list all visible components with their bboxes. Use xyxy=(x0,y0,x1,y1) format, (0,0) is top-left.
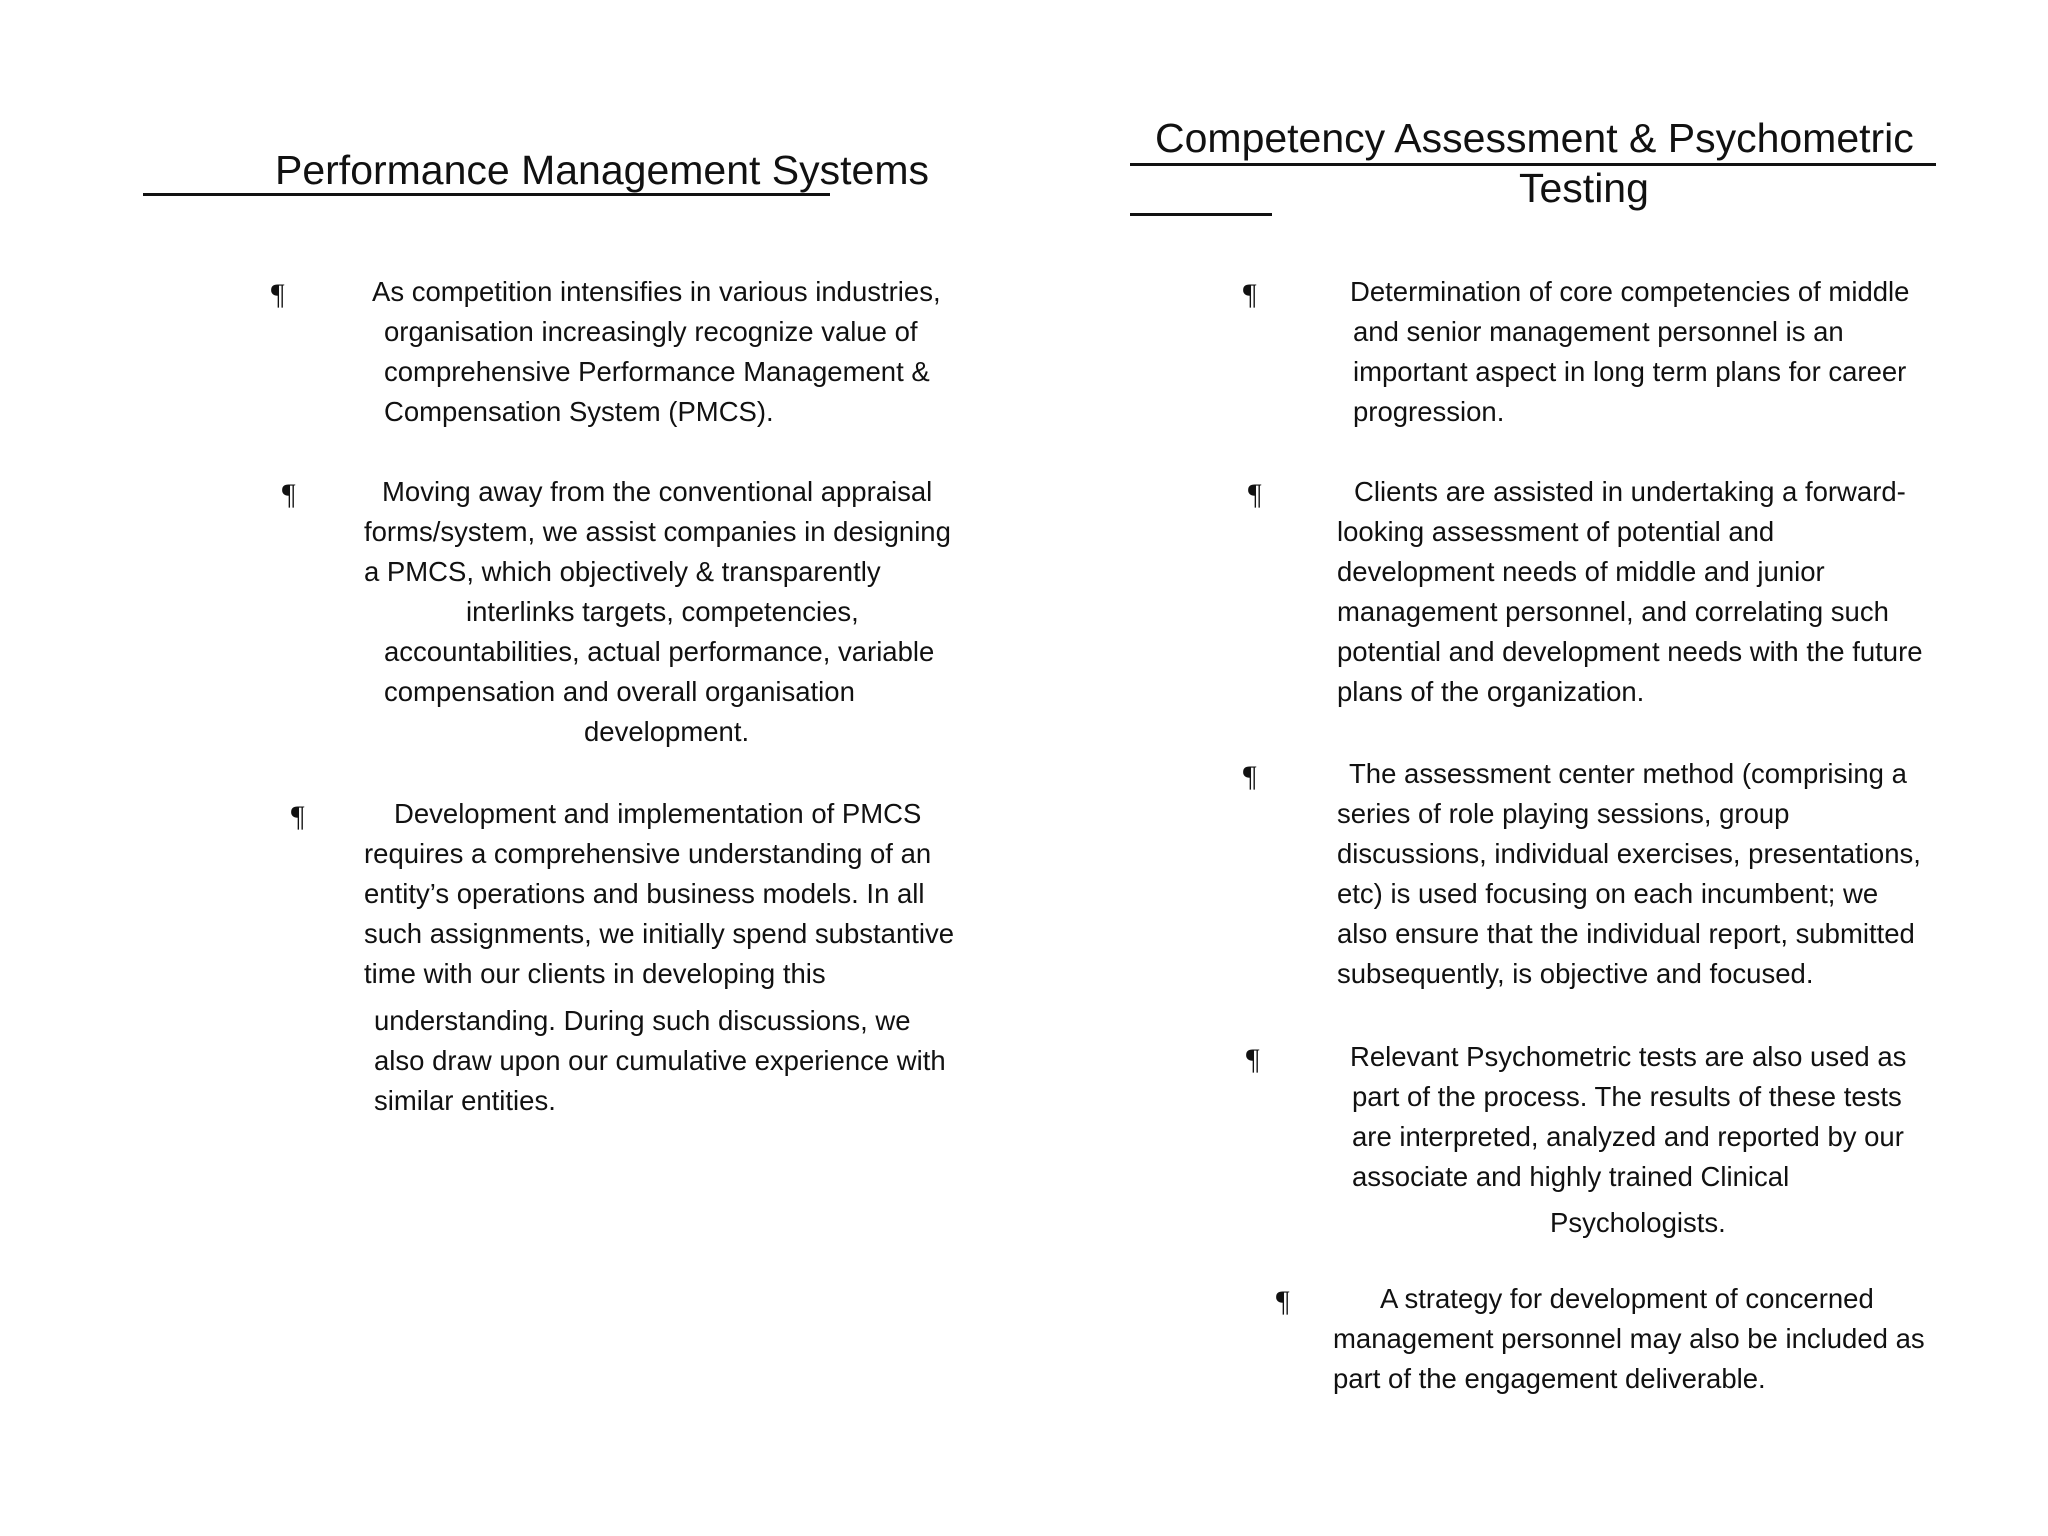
text-line: looking assessment of potential and xyxy=(1337,516,1775,547)
text-line: organisation increasingly recognize value of xyxy=(384,316,918,347)
left-title-underline xyxy=(143,193,830,196)
text-line: accountabilities, actual performance, variable xyxy=(384,636,935,667)
text-line: and senior management personnel is an xyxy=(1353,316,1844,347)
pilcrow-icon: ¶ xyxy=(271,278,285,311)
text-line: Relevant Psychometric tests are also used as xyxy=(1350,1041,1907,1072)
text-line: management personnel, and correlating such xyxy=(1337,596,1889,627)
text-line: time with our clients in developing this xyxy=(364,958,826,989)
text-line: The assessment center method (comprising a xyxy=(1349,758,1907,789)
text-line: A strategy for development of concerned xyxy=(1380,1283,1874,1314)
text-line: interlinks targets, competencies, xyxy=(466,596,859,627)
right-paragraph-1 xyxy=(1350,272,1909,432)
text-line: Determination of core competencies of middle xyxy=(1350,276,1910,307)
right-paragraph-4 xyxy=(1350,1037,1906,1237)
text-line: plans of the organization. xyxy=(1337,676,1645,707)
pilcrow-icon: ¶ xyxy=(291,800,305,833)
left-section-title: Performance Management Systems xyxy=(275,147,929,193)
pilcrow-icon: ¶ xyxy=(1248,478,1262,511)
right-paragraph-2 xyxy=(1337,472,1923,712)
text-line: part of the process. The results of these tests xyxy=(1352,1081,1902,1112)
text-line: similar entities. xyxy=(374,1085,556,1116)
text-line: development needs of middle and junior xyxy=(1337,556,1825,587)
text-line: part of the engagement deliverable. xyxy=(1333,1363,1766,1394)
text-line: also draw upon our cumulative experience with xyxy=(374,1045,946,1076)
pilcrow-icon: ¶ xyxy=(1243,278,1257,311)
text-line: requires a comprehensive understanding of an xyxy=(364,838,932,869)
text-line: understanding. During such discussions, we xyxy=(374,1005,911,1036)
pilcrow-icon: ¶ xyxy=(1243,760,1257,793)
text-line: potential and development needs with the future xyxy=(1337,636,1923,667)
text-line: important aspect in long term plans for career xyxy=(1353,356,1907,387)
text-line: Moving away from the conventional appraisal xyxy=(382,476,933,507)
text-line: are interpreted, analyzed and reported by our xyxy=(1352,1121,1904,1152)
pilcrow-icon: ¶ xyxy=(282,478,296,511)
pilcrow-icon: ¶ xyxy=(1246,1043,1260,1076)
text-line: Development and implementation of PMCS xyxy=(394,798,922,829)
right-section-title-line-1: Competency Assessment & Psychometric xyxy=(1155,115,1914,161)
text-line: subsequently, is objective and focused. xyxy=(1337,958,1814,989)
text-line: entity’s operations and business models. In all xyxy=(364,878,925,909)
text-line: Compensation System (PMCS). xyxy=(384,396,774,427)
right-title-underline-2 xyxy=(1130,213,1272,216)
text-line: development. xyxy=(584,716,750,747)
right-paragraph-5 xyxy=(1333,1279,1925,1399)
right-paragraph-3 xyxy=(1337,754,1921,994)
text-line: such assignments, we initially spend substantive xyxy=(364,918,955,949)
text-line: etc) is used focusing on each incumbent; we xyxy=(1337,878,1879,909)
text-line: management personnel may also be included as xyxy=(1333,1323,1925,1354)
text-line: As competition intensifies in various industries, xyxy=(372,276,941,307)
text-line: Clients are assisted in undertaking a forward- xyxy=(1354,476,1906,507)
pilcrow-icon: ¶ xyxy=(1276,1285,1290,1318)
text-line: comprehensive Performance Management & xyxy=(384,356,930,387)
text-line: Psychologists. xyxy=(1550,1207,1726,1238)
right-section-title-line-2: Testing xyxy=(1519,165,1649,211)
text-line: also ensure that the individual report, submitted xyxy=(1337,918,1915,949)
text-line: series of role playing sessions, group xyxy=(1337,798,1790,829)
text-line: forms/system, we assist companies in designing xyxy=(364,516,951,547)
text-line: discussions, individual exercises, presentations, xyxy=(1337,838,1921,869)
text-line: progression. xyxy=(1353,396,1505,427)
left-paragraph-2 xyxy=(364,472,951,752)
text-line: compensation and overall organisation xyxy=(384,676,855,707)
left-paragraph-1 xyxy=(372,272,941,432)
text-line: associate and highly trained Clinical xyxy=(1352,1161,1790,1192)
text-line: a PMCS, which objectively & transparently xyxy=(364,556,881,587)
left-paragraph-3 xyxy=(364,794,954,1114)
